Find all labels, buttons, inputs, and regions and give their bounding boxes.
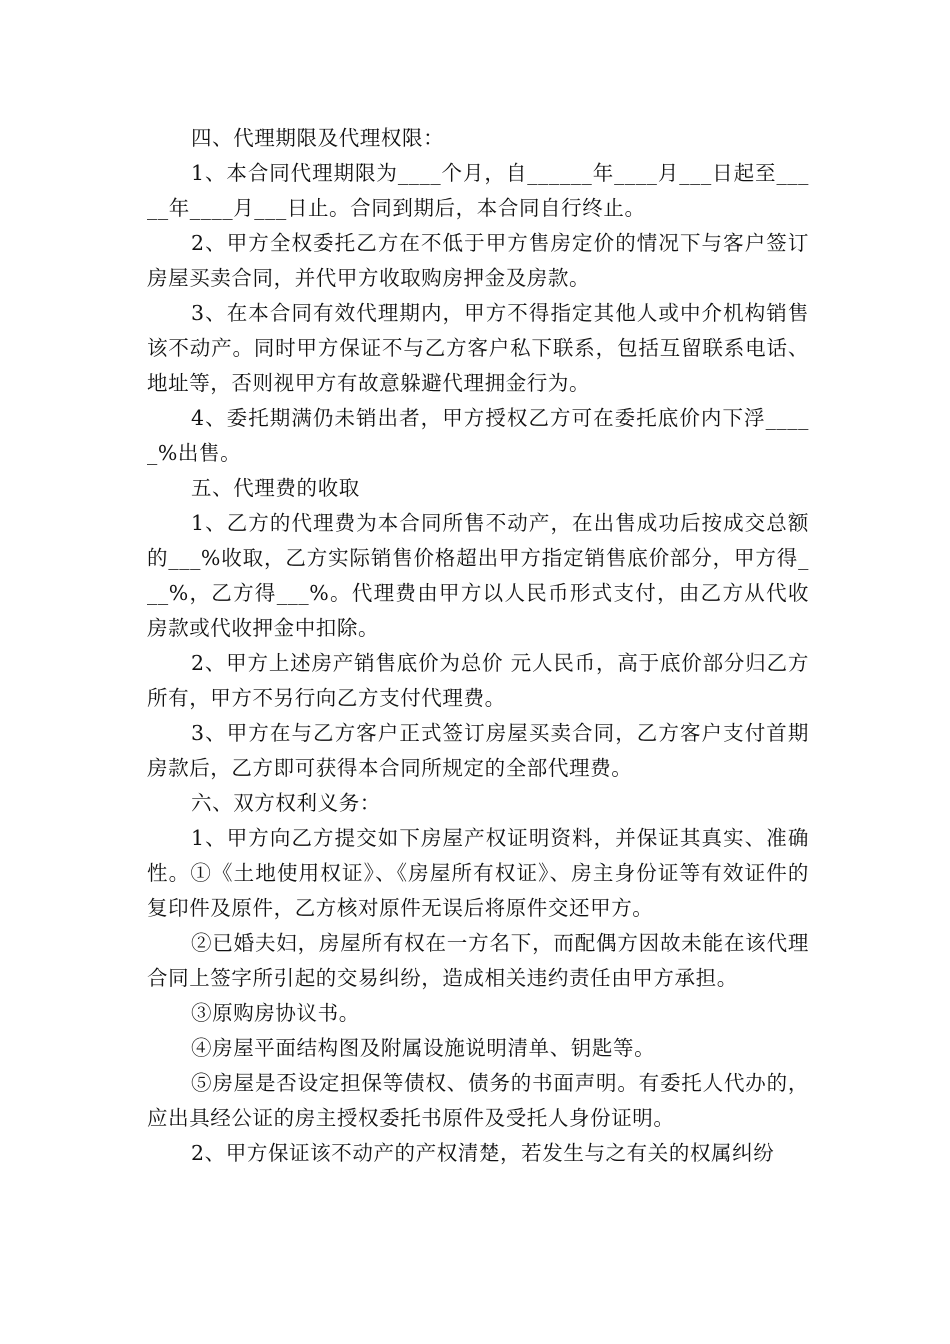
- section-heading-4: 四、代理期限及代理权限：: [191, 126, 445, 150]
- paragraph-6-2: 2、甲方保证该不动产的产权清楚，若发生与之有关的权属纠纷: [191, 1141, 775, 1165]
- paragraph-6-1-item-3: ③原购房协议书。: [191, 1001, 360, 1025]
- paragraph-5-2: 2、甲方上述房产销售底价为总价 元人民币，高于底价部分归乙方所有，甲方不另行向乙方支付代理费。: [147, 651, 809, 710]
- paragraph-4-4: 4、委托期满仍未销出者，甲方授权乙方可在委托底价内下浮_____%出售。: [147, 406, 809, 465]
- paragraph-4-3: 3、在本合同有效代理期内，甲方不得指定其他人或中介机构销售该不动产。同时甲方保证不与乙方客户私下联系，包括互留联系电话、地址等，否则视甲方有故意躲避代理拥金行为。: [147, 301, 809, 395]
- paragraph-5-3: 3、甲方在与乙方客户正式签订房屋买卖合同，乙方客户支付首期房款后，乙方即可获得本合同所规定的全部代理费。: [147, 721, 809, 780]
- section-heading-6: 六、双方权利义务：: [191, 791, 381, 815]
- section-heading-5: 五、代理费的收取: [191, 476, 360, 500]
- paragraph-6-1-item-5: ⑤房屋是否设定担保等债权、债务的书面声明。有委托人代办的，应出具经公证的房主授权委托书原件及受托人身份证明。: [147, 1071, 809, 1130]
- paragraph-4-1: 1、本合同代理期限为____个月，自______年____月___日起至_____年____月___日止。合同到期后，本合同自行终止。: [147, 161, 809, 220]
- paragraph-5-1: 1、乙方的代理费为本合同所售不动产，在出售成功后按成交总额的___%收取，乙方实际销售价格超出甲方指定销售底价部分，甲方得___%，乙方得___%。代理费由甲方以人民币形式支付，由乙方从代收房款或代收押金中扣除。: [147, 511, 809, 640]
- paragraph-6-1: 1、甲方向乙方提交如下房屋产权证明资料，并保证其真实、准确性。①《土地使用权证》、《房屋所有权证》、房主身份证等有效证件的复印件及原件，乙方核对原件无误后将原件交还甲方。: [147, 826, 809, 920]
- paragraph-4-2: 2、甲方全权委托乙方在不低于甲方售房定价的情况下与客户签订房屋买卖合同，并代甲方收取购房押金及房款。: [147, 231, 809, 290]
- paragraph-6-1-item-4: ④房屋平面结构图及附属设施说明清单、钥匙等。: [191, 1036, 656, 1060]
- document-body: [147, 121, 809, 1171]
- paragraph-6-1-item-2: ②已婚夫妇，房屋所有权在一方名下，而配偶方因故未能在该代理合同上签字所引起的交易纠纷，造成相关违约责任由甲方承担。: [147, 931, 809, 990]
